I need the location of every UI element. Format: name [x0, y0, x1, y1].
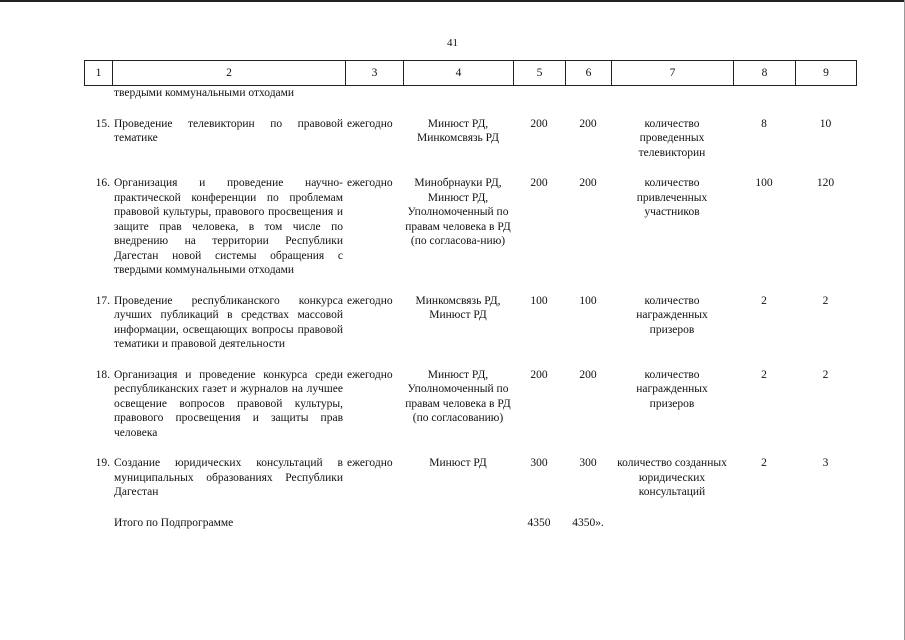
continuation-row: [84, 86, 856, 101]
indicator: количество созданных юридических консультаций: [617, 457, 727, 498]
header-col-3: 3: [346, 61, 404, 86]
row-number: 19.: [95, 457, 110, 469]
value-col-9: 120: [816, 177, 835, 189]
activity-name: Проведение телевикторин по правовой тематике: [114, 117, 343, 144]
indicator: количество награжденных призеров: [636, 368, 708, 410]
period: ежегодно: [347, 177, 393, 189]
row-number: 16.: [95, 177, 110, 189]
table-row: [84, 117, 856, 161]
value-col-8: 2: [761, 294, 767, 307]
table-row: [84, 456, 856, 500]
total-col-5: 4350: [527, 516, 551, 529]
indicator: количество награжденных призеров: [636, 294, 708, 336]
value-col-9: 2: [822, 368, 829, 381]
top-edge-line: [0, 0, 905, 2]
continuation-text: твердыми коммунальными отходами: [114, 87, 295, 99]
value-col-9: 3: [822, 457, 829, 469]
value-col-9: 2: [822, 294, 829, 307]
executor: Минкомсвязь РД, Минюст РД: [415, 294, 501, 321]
value-col-6: 200: [579, 117, 597, 130]
value-col-8: 2: [761, 457, 767, 469]
executor: Минюст РД, Минкомсвязь РД: [416, 117, 500, 144]
value-col-8: 2: [761, 368, 767, 381]
column-number-header: [84, 60, 857, 86]
row-number: 18.: [95, 368, 110, 381]
value-col-6: 300: [579, 457, 597, 469]
activity-name: Создание юридических консультаций в муниципальных образованиях Республики Дагестан: [114, 457, 343, 498]
activity-name: Организация и проведение конкурса среди республиканских газет и журналов на лучшее освещение вопросов правовой культуры, правового просвещения и защиты прав человека: [114, 368, 343, 439]
program-table: [84, 86, 856, 530]
header-col-4: 4: [404, 61, 514, 86]
table-row: [84, 368, 856, 441]
value-col-5: 200: [530, 177, 548, 189]
total-row: [84, 516, 856, 531]
value-col-5: 200: [530, 368, 548, 381]
value-col-8: 100: [755, 177, 773, 189]
period: ежегодно: [347, 368, 393, 381]
header-col-5: 5: [514, 61, 566, 86]
value-col-5: 100: [530, 294, 548, 307]
period: ежегодно: [347, 294, 393, 307]
value-col-5: 200: [530, 117, 548, 130]
executor: Минобрнауки РД, Минюст РД, Уполномоченный по правам человека в РД (по согласова-нию): [405, 177, 511, 247]
value-col-9: 10: [819, 117, 832, 130]
table-row: [84, 294, 856, 352]
activity-name: Организация и проведение научно-практической конференции по проблемам правовой культуры, правового просвещения и защите прав человека, в том числе по внедрению на территории Республики Дагестан новой системы обращения с твердыми коммунальными отходами: [114, 177, 343, 276]
period: ежегодно: [347, 117, 393, 130]
value-col-6: 100: [579, 294, 597, 307]
row-number: 17.: [95, 294, 110, 307]
header-col-7: 7: [612, 61, 734, 86]
total-label: Итого по Подпрограмме: [114, 516, 234, 529]
value-col-8: 8: [761, 117, 767, 130]
value-col-6: 200: [579, 368, 597, 381]
header-col-9: 9: [796, 61, 857, 86]
indicator: количество привлеченных участников: [636, 177, 708, 218]
value-col-5: 300: [530, 457, 548, 469]
header-col-6: 6: [566, 61, 612, 86]
value-col-6: 200: [579, 177, 597, 189]
header-col-8: 8: [734, 61, 796, 86]
total-col-6: 4350».: [572, 516, 604, 529]
page-number: 41: [447, 37, 458, 49]
row-number: 15.: [95, 117, 110, 130]
activity-name: Проведение республиканского конкурса лучших публикаций в средствах массовой информации, освещающих вопросы правовой тематики и правовой деятельности: [114, 294, 343, 350]
table-row: [84, 176, 856, 278]
period: ежегодно: [347, 457, 393, 469]
header-col-2: 2: [113, 61, 346, 86]
header-col-1: 1: [85, 61, 113, 86]
executor: Минюст РД: [429, 457, 487, 469]
indicator: количество проведенных телевикторин: [638, 117, 706, 159]
executor: Минюст РД, Уполномоченный по правам человека в РД (по согласованию): [405, 368, 511, 424]
